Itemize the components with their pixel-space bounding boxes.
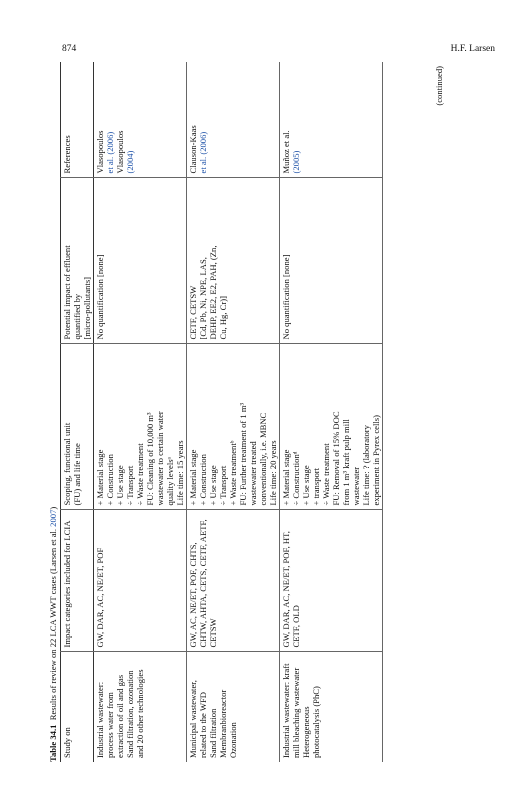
cell-line: conventionally, i.e. MBNC — [258, 412, 268, 506]
table-header-row — [61, 62, 94, 762]
cell-line: ÷ Waste treatment — [135, 443, 145, 506]
cell-line: [micro-pollutants] — [82, 276, 92, 340]
cell-line: + Construction — [198, 454, 208, 506]
caption-label: Table 34.1 — [48, 724, 58, 762]
continued-note: (continued) — [434, 66, 444, 106]
cell-line: Heterogeneous — [301, 706, 311, 758]
cell-line: from 1 m³ kraft pulp mill — [341, 419, 351, 506]
rotated-table-block — [48, 62, 488, 762]
cell-line: + Use stage — [208, 465, 218, 506]
cell-line: Municipal wastewater, — [188, 680, 198, 758]
cell-line: ÷ Transport — [125, 465, 135, 506]
table-caption — [48, 62, 58, 762]
table-row — [280, 62, 383, 762]
cell-line: CETSW — [208, 618, 218, 648]
cell-line: Industrial wastewater: kraft — [281, 663, 291, 758]
cell-line: Scoping, functional unit — [62, 422, 72, 506]
cell-line: quantified by — [72, 293, 82, 340]
cell-line: Sand filtration, ozonation — [125, 670, 135, 758]
cell-refs — [187, 62, 280, 178]
cell-study — [187, 652, 280, 762]
cell-line: ÷ Waste treatment — [321, 443, 331, 506]
cell-effluent — [94, 178, 187, 344]
cell-line: Clauson-Kaas — [188, 125, 198, 174]
table-body — [94, 62, 383, 762]
cell-line: (FU) and life time — [72, 443, 82, 506]
cell-impacts — [94, 510, 187, 652]
col-header-effluent — [61, 178, 94, 344]
cell-line: extraction of oil and gas — [115, 674, 125, 758]
cell-line: (2004) — [125, 150, 135, 174]
cell-line: Vlasopoulos — [115, 130, 125, 174]
cell-line: Muñoz et al. — [281, 130, 291, 174]
cell-line: ÷ Transport — [218, 465, 228, 506]
cell-line: Life time: ? (laboratory — [361, 425, 371, 506]
results-table — [60, 62, 383, 762]
cell-effluent — [187, 178, 280, 344]
caption-close: ) — [48, 506, 58, 510]
cell-line: Life time: 15 years — [175, 440, 185, 506]
cell-scoping — [94, 344, 187, 510]
cell-line: + Use stage — [115, 465, 125, 506]
cell-line: related to the WFD — [198, 692, 208, 758]
page-number: 874 — [62, 44, 77, 54]
caption-citation-link[interactable]: 2007 — [48, 509, 58, 527]
cell-line: GW, DAR, AC, NE/ET, POF — [95, 547, 105, 648]
cell-scoping — [187, 344, 280, 510]
cell-refs — [94, 62, 187, 178]
cell-line: DEHP, EE2, E2, PAH, (Zn, — [208, 245, 218, 340]
cell-line: Ozonation — [228, 722, 238, 758]
cell-line: + Material stage — [188, 449, 198, 506]
cell-line: + transport — [311, 467, 321, 506]
cell-line: Industrial wastewater: — [95, 681, 105, 758]
cell-line: Membranbioreactor — [218, 689, 228, 758]
table-row — [187, 62, 280, 762]
cell-line: Impact categories included for LCIA — [62, 520, 72, 648]
col-header-references — [61, 62, 94, 178]
cell-line: ÷ Constructionᵈ — [291, 451, 301, 506]
cell-line: CHTW, AHTA, CETS, CETF, AETF, — [198, 519, 208, 648]
cell-line: wastewater to certain water — [155, 411, 165, 506]
col-header-impacts — [61, 510, 94, 652]
cell-line: photocatalysis (PhC) — [311, 686, 321, 758]
cell-effluent — [280, 178, 383, 344]
cell-line: + Waste treatmentᵇ — [228, 440, 238, 506]
cell-line: + Construction — [105, 454, 115, 506]
cell-line: Life time: 20 years — [268, 440, 278, 506]
running-head: H.F. Larsen — [450, 44, 495, 54]
cell-refs — [280, 62, 383, 178]
cell-line: (2005) — [291, 150, 301, 174]
cell-line: wastewater — [351, 466, 361, 506]
cell-line: and 20 other technologies — [135, 669, 145, 758]
cell-line: References — [62, 135, 72, 174]
cell-line: experiment in Pyrex cells) — [371, 415, 381, 506]
cell-line: mill bleaching wastewater — [291, 667, 301, 758]
cell-study — [280, 652, 383, 762]
cell-line: No quantification [none] — [95, 254, 105, 340]
cell-impacts — [187, 510, 280, 652]
cell-line: et al. (2006) — [105, 131, 115, 174]
cell-line: + Material stage — [281, 449, 291, 506]
cell-line: + Material stage — [95, 449, 105, 506]
cell-line: GW, DAR, AC, NE/ET, POF, HT, — [281, 531, 291, 648]
cell-line: Sand filtration — [208, 708, 218, 758]
cell-line: Vlasopoulos — [95, 130, 105, 174]
cell-line: [Cd, Pb, Ni, NPE, LAS, — [198, 257, 208, 340]
cell-line: wastewater treated — [248, 441, 258, 506]
cell-line: Study on — [62, 727, 72, 758]
table-row — [94, 62, 187, 762]
cell-line: + Use stage — [301, 465, 311, 506]
cell-line: FU: Cleaning of 10,000 m³ — [145, 412, 155, 506]
cell-line: CETF, OLD — [291, 605, 301, 648]
cell-line: quality levelsᵃ — [165, 457, 175, 506]
cell-line: CETF, CETSW — [188, 285, 198, 340]
cell-line: Cu, Hg, Cr)] — [218, 296, 228, 340]
cell-line: FU: Removal of 15% DOC — [331, 411, 341, 506]
cell-line: et al. (2006) — [198, 131, 208, 174]
cell-scoping — [280, 344, 383, 510]
caption-text: Results of review on 22 LCA WWT cases (Larsen et al. — [48, 526, 58, 721]
col-header-study — [61, 652, 94, 762]
cell-impacts — [280, 510, 383, 652]
cell-study — [94, 652, 187, 762]
col-header-scoping — [61, 344, 94, 510]
cell-line: process water from — [105, 692, 115, 758]
cell-line: GW, AC, NE/ET, POF, CHTS, — [188, 542, 198, 648]
cell-line: FU: Further treatment of 1 m³ — [238, 402, 248, 506]
cell-line: Potential impact of effluent — [62, 245, 72, 340]
cell-line: No quantification [none] — [281, 254, 291, 340]
